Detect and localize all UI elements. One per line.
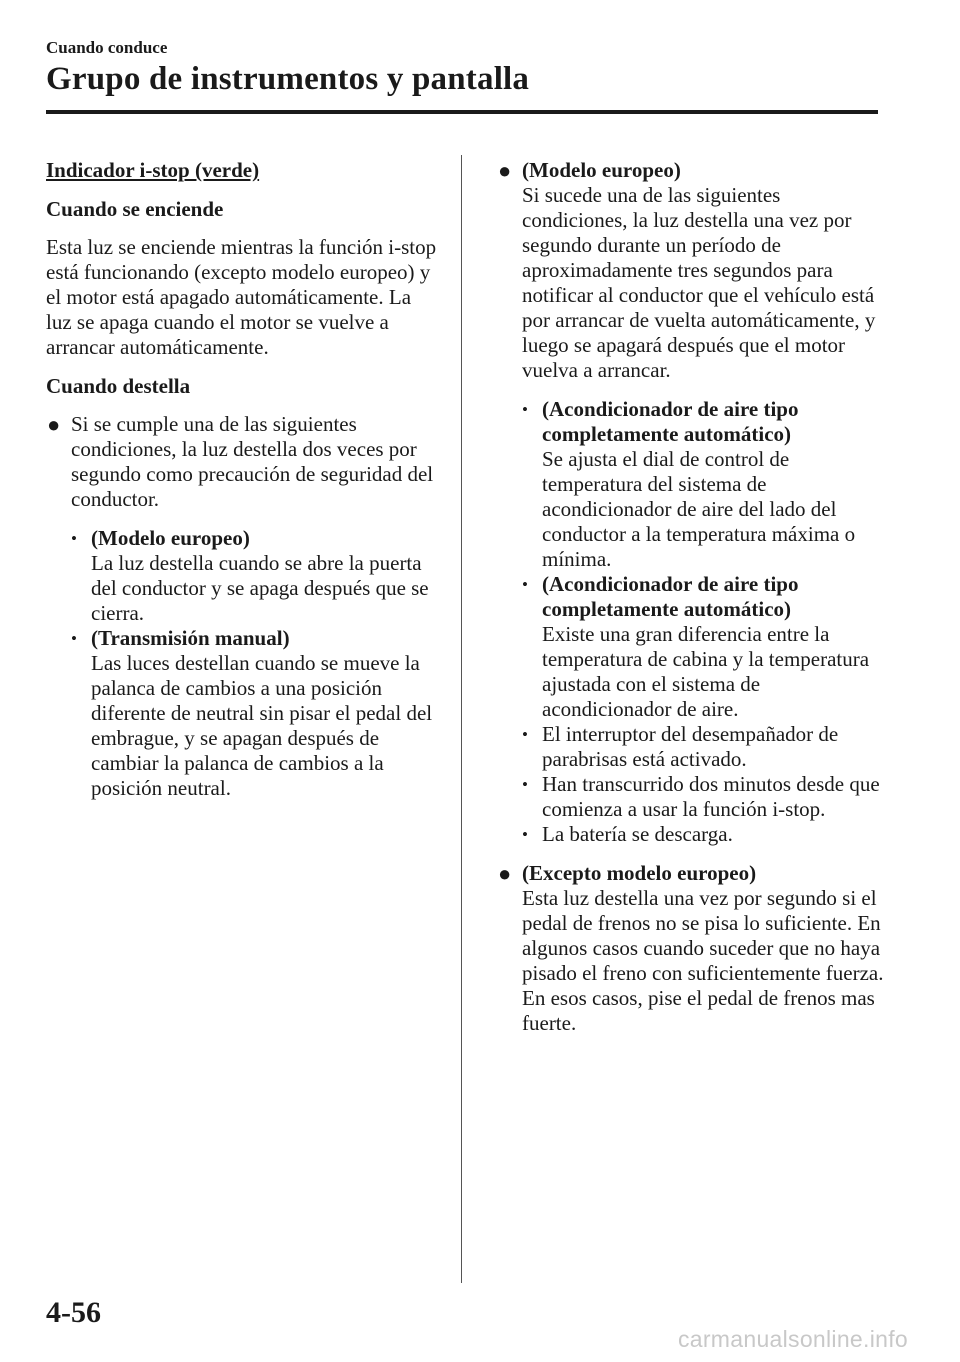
sub-bullet-title: (Transmisión manual) [91,626,290,650]
sub-bullet-title: (Modelo europeo) [91,526,250,550]
page-header [46,38,878,99]
sub-bullet-text: El interruptor del desempañador de parabrisas está activado. [542,722,839,771]
sub-bullet-item [497,822,887,847]
header-rule [46,110,878,114]
bullet-icon: ● [498,861,512,886]
sub-bullet-text: Han transcurrido dos minutos desde que comienza a usar la función i-stop. [542,772,880,821]
watermark: carmanualsonline.info [677,1326,908,1352]
sub-bullet-icon: • [71,629,77,648]
sub-bullet-item [497,572,887,722]
section-label: Cuando conduce [46,38,168,57]
right-column [497,158,887,1050]
sub-bullet-item [46,626,441,801]
sub-bullet-icon: • [71,529,77,548]
sub-bullet-text: Existe una gran diferencia entre la temperatura de cabina y la temperatura ajustada con el sistema de acondicionador de aire. [542,622,870,721]
section-heading: Indicador i-stop (verde) [46,158,260,182]
when-flash-heading: Cuando destella [46,374,191,398]
sub-bullet-icon: • [522,400,528,419]
left-column [46,158,441,815]
sub-bullet-item [497,772,887,822]
bullet-text: Si sucede una de las siguientes condiciones, la luz destella una vez por segundo durante un período de aproximadamente tres segundos para notificar al conductor que el vehículo está por arrancar de vuelta automáticamente, y luego se apagará después que el motor vuelva a arrancar. [522,183,876,382]
bullet-title: (Modelo europeo) [522,158,681,182]
sub-bullet-list [46,526,441,801]
sub-bullet-icon: • [522,825,528,844]
bullet-text: Esta luz destella una vez por segundo si el pedal de frenos no se pisa lo suficiente. En algunos casos cuando suceder que no haya pisado el freno con suficientemente fuerza. En esos casos, pise el pedal de frenos mas fuerte. [522,886,884,1035]
column-divider [461,155,462,1283]
when-on-heading: Cuando se enciende [46,197,224,221]
page-number: 4-56 [46,1296,101,1329]
sub-bullet-item [46,526,441,626]
sub-bullet-icon: • [522,725,528,744]
bullet-icon: ● [47,412,61,437]
sub-bullet-item [497,397,887,572]
bullet-item [497,158,887,383]
sub-bullet-item [497,722,887,772]
sub-bullet-text: La luz destella cuando se abre la puerta del conductor y se apaga después que se cierra. [91,551,429,625]
bullet-title: (Excepto modelo europeo) [522,861,757,885]
sub-bullet-title: (Acondicionador de aire tipo completamente automático) [542,397,799,446]
bullet-text: Si se cumple una de las siguientes condiciones, la luz destella dos veces por segundo como precaución de seguridad del conductor. [71,412,434,511]
sub-bullet-text: La batería se descarga. [542,822,733,846]
sub-bullet-text: Se ajusta el dial de control de temperatura del sistema de acondicionador de aire del lado del conductor a la temperatura máxima o mínima. [542,447,856,571]
sub-bullet-title: (Acondicionador de aire tipo completamente automático) [542,572,799,621]
bullet-icon: ● [498,158,512,183]
sub-bullet-icon: • [522,575,528,594]
bullet-item [497,861,887,1036]
sub-bullet-list [497,397,887,847]
sub-bullet-icon: • [522,775,528,794]
sub-bullet-text: Las luces destellan cuando se mueve la palanca de cambios a una posición diferente de neutral sin pisar el pedal del embrague, y se apagan después de cambiar la palanca de cambios a la posición neutral. [91,651,433,800]
when-on-text: Esta luz se enciende mientras la función i-stop está funcionando (excepto modelo europeo) y el motor está apagado automáticamente. La luz se apaga cuando el motor se vuelve a arrancar automáticamente. [46,235,437,359]
bullet-item [46,412,441,512]
page-title: Grupo de instrumentos y pantalla [46,61,530,97]
